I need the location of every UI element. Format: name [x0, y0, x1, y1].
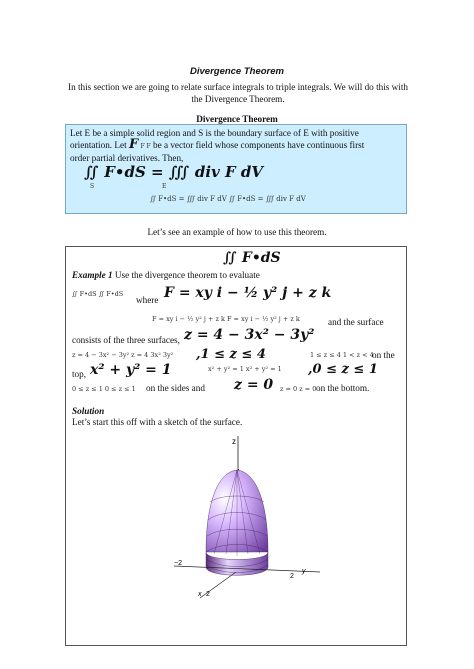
theorem-line-2	[70, 139, 406, 152]
cylinder: x² + y² = 1	[90, 362, 172, 378]
on-the-text: on the	[372, 350, 395, 360]
theorem-line-3: order partial derivatives. Then,	[70, 153, 184, 163]
theorem-line-1: Let E be a simple solid region and S is the boundary surface of E with positive	[70, 128, 359, 138]
bottom-plane-small: z = 0 z = 0	[280, 385, 317, 393]
example-line-1	[72, 270, 260, 280]
z-axis-label: z	[232, 437, 236, 446]
cylinder-small: x² + y² = 1 x² + y² = 1	[208, 365, 282, 373]
y-axis-label: y	[302, 568, 306, 575]
theorem-line-2-pre: orientation. Let	[70, 140, 127, 150]
tick-neg-2: −2	[174, 560, 182, 567]
field-definition: F = xy i − ½ y² j + z k	[164, 285, 332, 301]
theorem-formula-small: ∬ F•dS = ∭ div F dV ∬ F•dS = ∭ div F dV	[150, 195, 306, 203]
where-text: where	[136, 295, 159, 305]
example-small-integral: ∬ F•dS ∬ F•dS	[72, 290, 124, 298]
z-range: ,1 ≤ z ≤ 4	[196, 347, 266, 362]
surface-sketch	[170, 432, 328, 602]
on-bottom-text: on the bottom.	[316, 383, 370, 393]
example-integral-top: ∬ F•dS	[223, 250, 281, 266]
theorem-box	[65, 124, 407, 214]
theorem-line-2-post: be a vector field whose components have continuous first	[153, 140, 365, 150]
field-definition-small: F = xy i − ½ y² j + z k F = xy i − ½ y² j + z k	[152, 315, 300, 323]
z-range-small: 1 ≤ z ≤ 4 1 < z < 4	[310, 351, 374, 359]
formula-sub-E: E	[162, 183, 167, 190]
solution-text: Let’s start this off with a sketch of the surface.	[72, 417, 243, 427]
formula-sub-S: S	[90, 183, 95, 190]
vector-F-small: F F	[140, 143, 151, 150]
cylinder-range: ,0 ≤ z ≤ 1	[308, 362, 378, 377]
top-text: top,	[72, 369, 87, 379]
surface-1: z = 4 − 3x² − 3y²	[184, 327, 315, 343]
vector-F-symbol: F	[128, 137, 139, 152]
cylinder-range-small: 0 ≤ z ≤ 1 0 ≤ z ≤ 1	[72, 385, 136, 393]
example-intro: Let’s see an example of how to use this theorem.	[147, 227, 327, 237]
consists-text: consists of the three surfaces,	[72, 335, 180, 345]
example-lead: Use the divergence theorem to evaluate	[114, 270, 260, 280]
example-label: Example 1	[72, 270, 113, 280]
page-title: Divergence Theorem	[190, 66, 284, 77]
intro-paragraph: In this section we are going to relate surface integrals to triple integrals. We will do this with the Divergence Theorem.	[68, 82, 408, 104]
tick-2-x: 2	[206, 591, 210, 598]
surface-1-small: z = 4 − 3x² − 3y² z = 4 3x² 3y²	[72, 351, 174, 359]
tick-2-y: 2	[290, 573, 294, 580]
on-sides-text: on the sides and	[146, 383, 205, 393]
section-heading: Divergence Theorem	[196, 114, 278, 124]
x-axis-label: x	[198, 591, 202, 598]
bottom-plane: z = 0	[234, 377, 274, 393]
solution-heading: Solution	[72, 406, 105, 416]
theorem-formula: ∬ F•dS = ∭ div F dV	[84, 163, 264, 181]
and-surface-text: and the surface	[328, 317, 384, 327]
